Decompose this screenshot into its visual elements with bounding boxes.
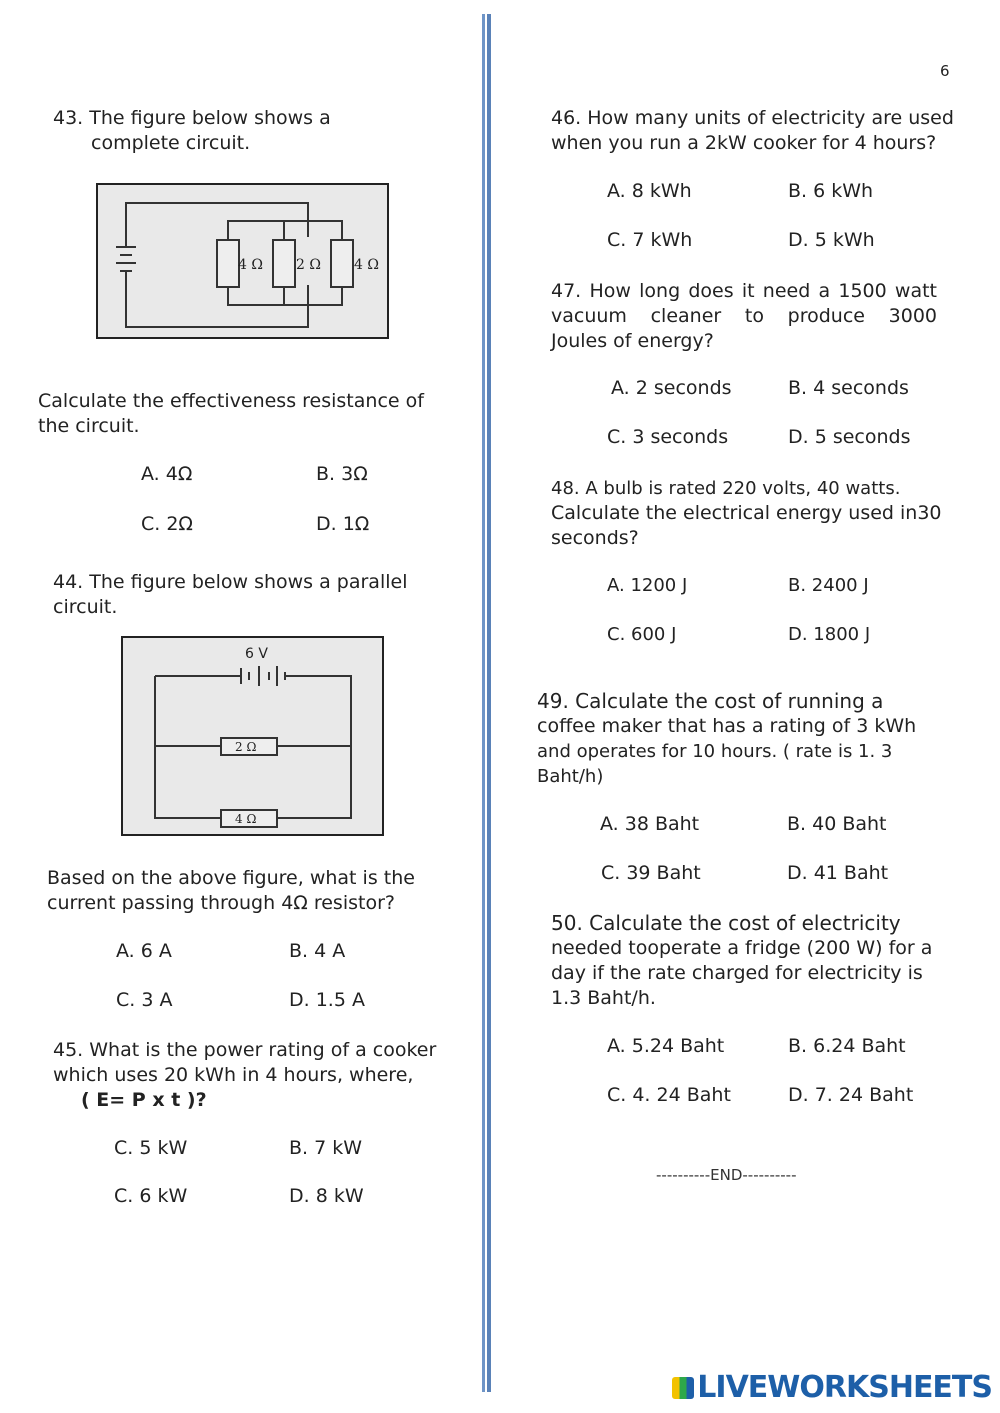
option-c[interactable]: C. 39 Baht [601, 862, 701, 884]
question-text: day if the rate charged for electricity is [551, 962, 923, 984]
question-text: The figure below shows a parallel [89, 571, 408, 593]
question-text: which uses 20 kWh in 4 hours, where, [53, 1064, 414, 1086]
option-a[interactable]: A. 1200 J [607, 575, 688, 596]
option-b[interactable]: B. 2400 J [788, 575, 869, 596]
question-number: 46. [551, 107, 582, 129]
resistor-label: 4 Ω [238, 257, 263, 273]
question-text: The figure below shows a [89, 107, 331, 129]
question-number: 49. [537, 689, 569, 713]
option-a[interactable]: A. 2 seconds [611, 377, 732, 399]
question-text: needed tooperate a fridge (200 W) for a [551, 937, 933, 959]
option-d[interactable]: D. 1800 J [788, 624, 871, 645]
question-49 [537, 689, 977, 789]
brand-logo[interactable] [672, 1370, 992, 1405]
question-48 [551, 476, 981, 551]
question-43-prompt [38, 389, 468, 439]
option-d[interactable]: D. 5 seconds [788, 426, 911, 448]
option-c[interactable]: C. 4. 24 Baht [607, 1084, 731, 1106]
resistor-label: 4 Ω [235, 812, 257, 826]
end-marker: ----------END---------- [656, 1166, 797, 1184]
option-b[interactable]: B. 7 kW [289, 1137, 363, 1159]
option-a[interactable]: C. 5 kW [114, 1137, 188, 1159]
circuit-figure-44 [121, 636, 384, 836]
question-47 [551, 279, 937, 354]
question-text: Calculate the electrical energy used in30 [551, 502, 942, 524]
brand-icon [672, 1377, 694, 1399]
column-divider [482, 14, 491, 1392]
question-number: 44. [53, 571, 84, 593]
question-number: 50. [551, 911, 583, 935]
question-50 [551, 911, 981, 1011]
question-text: seconds? [551, 527, 639, 549]
option-b[interactable]: B. 3Ω [316, 463, 368, 485]
question-text: coffee maker that has a rating of 3 kWh [537, 715, 917, 737]
option-b[interactable]: B. 4 seconds [788, 377, 909, 399]
question-number: 48. [551, 478, 580, 499]
prompt-line: Based on the above figure, what is the [47, 867, 415, 889]
question-text: circuit. [53, 596, 118, 618]
option-b[interactable]: B. 4 A [289, 940, 346, 962]
question-number: 47. [551, 280, 582, 302]
option-c[interactable]: C. 2Ω [141, 513, 193, 535]
question-46 [551, 106, 971, 156]
option-c[interactable]: C. 600 J [607, 624, 677, 645]
question-text: Baht/h) [537, 766, 604, 787]
option-a[interactable]: A. 5.24 Baht [607, 1035, 725, 1057]
option-b[interactable]: B. 40 Baht [787, 813, 887, 835]
question-text: vacuum cleaner to produce 3000 [551, 305, 937, 327]
question-45 [53, 1038, 473, 1113]
option-a[interactable]: A. 4Ω [141, 463, 193, 485]
option-d[interactable]: D. 1Ω [316, 513, 370, 535]
brand-text: LIVEWORKSHEETS [697, 1370, 992, 1405]
question-number: 45. [53, 1039, 84, 1061]
question-text: How many units of electricity are used [587, 107, 954, 129]
option-d[interactable]: D. 41 Baht [787, 862, 889, 884]
question-44 [53, 570, 453, 620]
option-a[interactable]: A. 8 kWh [607, 180, 692, 202]
page-number: 6 [940, 62, 950, 80]
option-b[interactable]: B. 6.24 Baht [788, 1035, 906, 1057]
option-c[interactable]: C. 3 seconds [607, 426, 729, 448]
question-text: when you run a 2kW cooker for 4 hours? [551, 132, 937, 154]
question-text: A bulb is rated 220 volts, 40 watts. [585, 478, 901, 499]
resistor-label: 2 Ω [296, 257, 321, 273]
option-c[interactable]: C. 3 A [116, 989, 173, 1011]
question-text: Calculate the cost of running a [575, 689, 884, 713]
prompt-line: current passing through 4Ω resistor? [47, 892, 395, 914]
resistor-label: 4 Ω [354, 257, 379, 273]
option-d[interactable]: D. 7. 24 Baht [788, 1084, 914, 1106]
question-text: How long does it need a 1500 watt [589, 280, 938, 302]
option-d[interactable]: D. 1.5 A [289, 989, 365, 1011]
question-text: What is the power rating of a cooker [89, 1039, 437, 1061]
option-d[interactable]: D. 8 kW [289, 1185, 364, 1207]
prompt-line: Calculate the effectiveness resistance of [38, 390, 424, 412]
option-a[interactable]: A. 38 Baht [600, 813, 700, 835]
option-c[interactable]: C. 6 kW [114, 1185, 188, 1207]
option-a[interactable]: A. 6 A [116, 940, 172, 962]
circuit-figure-43 [96, 183, 389, 339]
question-text: Joules of energy? [551, 330, 714, 352]
option-b[interactable]: B. 6 kWh [788, 180, 874, 202]
question-text: and operates for 10 hours. ( rate is 1. 3 [537, 741, 893, 762]
question-text: 1.3 Baht/h. [551, 987, 656, 1009]
voltage-label: 6 V [245, 646, 268, 662]
question-text: complete circuit. [91, 132, 251, 154]
option-d[interactable]: D. 5 kWh [788, 229, 875, 251]
option-c[interactable]: C. 7 kWh [607, 229, 693, 251]
question-text: Calculate the cost of electricity [589, 911, 901, 935]
question-number: 43. [53, 107, 84, 129]
resistor-label: 2 Ω [235, 740, 257, 754]
prompt-line: the circuit. [38, 415, 140, 437]
formula: ( E= P x t )? [81, 1089, 207, 1111]
question-43 [53, 106, 453, 156]
question-44-prompt [47, 866, 477, 916]
